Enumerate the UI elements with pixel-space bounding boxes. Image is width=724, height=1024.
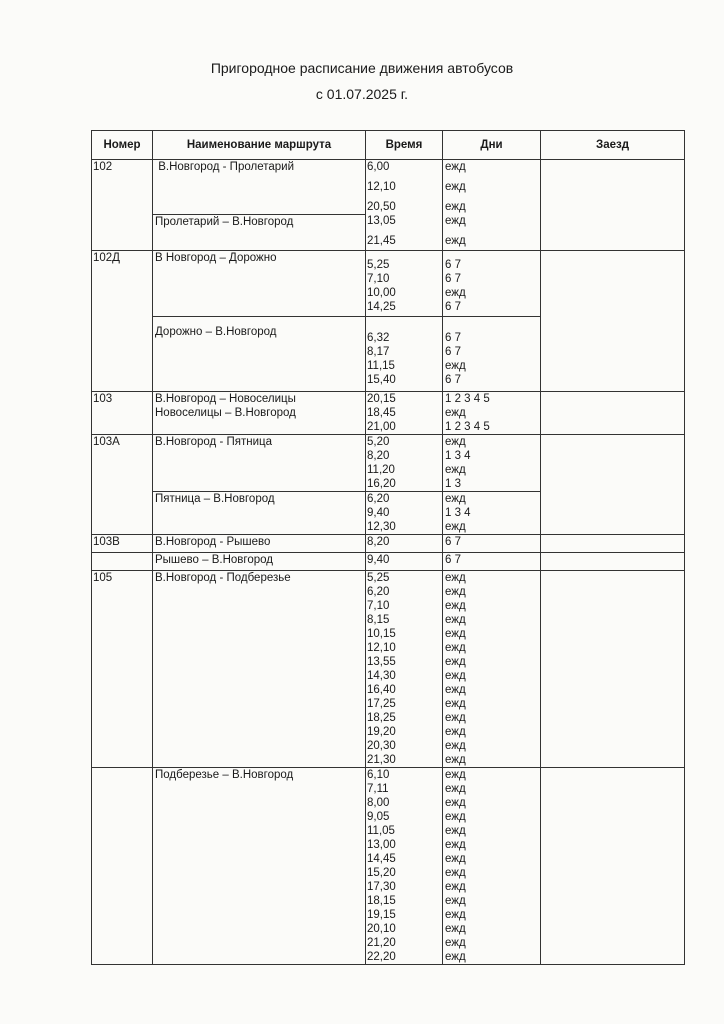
days-cell: ежд ежд (443, 214, 541, 250)
route-number: 102 (92, 160, 153, 251)
col-header-number: Номер (92, 131, 153, 160)
route-name: В.Новгород - Рышево (153, 534, 366, 552)
stop-cell (541, 767, 685, 964)
col-header-route: Наименование маршрута (153, 131, 366, 160)
days-cell: 6 7 6 7 ежд 6 7 (443, 250, 541, 316)
route-name: В.Новгород - Пролетарий (153, 160, 366, 215)
stop-cell (541, 391, 685, 434)
operating-days: ежд (445, 739, 466, 752)
route-name: В.Новгород - Пятница (153, 434, 366, 491)
time-cell: 9,40 (366, 552, 443, 570)
route-name: В.Новгород - Подберезье (153, 570, 366, 767)
operating-days: ежд (445, 824, 466, 837)
departure-time: 12,10 (367, 641, 396, 654)
departure-time: 15,20 (367, 866, 396, 879)
table-row (92, 434, 685, 491)
departure-time: 11,05 (367, 824, 395, 837)
stop-cell (541, 552, 685, 570)
route-number-empty (92, 552, 153, 570)
operating-days: ежд (445, 627, 466, 640)
route-name: Рышево – В.Новгород (153, 552, 366, 570)
route-name: Пятница – В.Новгород (153, 491, 366, 534)
operating-days: ежд (445, 810, 466, 823)
table-row (92, 570, 685, 767)
departure-time: 17,25 (367, 697, 396, 710)
operating-days: ежд (445, 613, 466, 626)
time-cell: 13,05 21,45 (366, 214, 443, 250)
page-title: Пригородное расписание движения автобусов (210, 60, 514, 76)
stop-cell (541, 434, 685, 534)
operating-days: ежд (445, 866, 466, 879)
days-cell: 6 7 (443, 534, 541, 552)
departure-time: 20,30 (367, 739, 396, 752)
operating-days: ежд (445, 599, 466, 612)
route-number: 103 (92, 391, 153, 434)
time-cell: 8,20 (366, 534, 443, 552)
days-cell: 1 2 3 4 5 ежд 1 2 3 4 5 (443, 391, 541, 434)
route-name: Дорожно – В.Новгород (153, 316, 366, 391)
operating-days: ежд (445, 669, 466, 682)
departure-time: 7,10 (367, 599, 390, 612)
operating-days: ежд (445, 655, 466, 668)
departure-time: 17,30 (367, 880, 396, 893)
operating-days: ежд (445, 725, 466, 738)
departure-time: 22,20 (367, 950, 396, 963)
departure-time: 21,30 (367, 753, 396, 766)
table-row (92, 767, 685, 964)
days-cell: ежд 1 3 4 ежд (443, 491, 541, 534)
table-row (92, 160, 685, 215)
route-number: 102Д (92, 250, 153, 391)
departure-time: 16,40 (367, 683, 396, 696)
page-subtitle: с 01.07.2025 г. (315, 86, 409, 102)
operating-days: ежд (445, 838, 466, 851)
route-name: Подберезье – В.Новгород (153, 767, 366, 964)
stop-cell (541, 160, 685, 251)
departure-time: 6,20 (367, 585, 390, 598)
departure-time: 8,15 (367, 613, 390, 626)
departure-time: 8,00 (367, 796, 390, 809)
operating-days: ежд (445, 697, 466, 710)
departure-time: 10,15 (367, 627, 396, 640)
operating-days: ежд (445, 782, 466, 795)
route-name: В Новгород – Дорожно (153, 250, 366, 316)
table-header-row (92, 131, 685, 160)
route-number: 105 (92, 570, 153, 767)
operating-days: ежд (445, 796, 466, 809)
route-name: В.Новгород – Новоселицы Новоселицы – В.Новгород (153, 391, 366, 434)
departure-time: 7,11 (367, 782, 389, 795)
schedule-table (91, 130, 685, 965)
table-row (92, 250, 685, 316)
operating-days: ежд (445, 585, 466, 598)
time-cell (366, 570, 443, 767)
operating-days: ежд (445, 852, 466, 865)
operating-days: ежд (445, 571, 466, 584)
operating-days: ежд (445, 753, 466, 766)
departure-time: 9,05 (367, 810, 390, 823)
col-header-days: Дни (443, 131, 541, 160)
time-cell (366, 767, 443, 964)
operating-days: ежд (445, 880, 466, 893)
route-name: Пролетарий – В.Новгород (153, 214, 366, 250)
departure-time: 19,15 (367, 908, 396, 921)
days-cell (443, 767, 541, 964)
days-cell: 6 7 (443, 552, 541, 570)
operating-days: ежд (445, 908, 466, 921)
departure-time: 18,25 (367, 711, 396, 724)
departure-time: 13,55 (367, 655, 396, 668)
departure-time: 5,25 (367, 571, 390, 584)
time-cell: 6,20 9,40 12,30 (366, 491, 443, 534)
table-row (92, 534, 685, 552)
stop-cell (541, 570, 685, 767)
time-cell: 6,32 8,17 11,15 15,40 (366, 316, 443, 391)
time-cell: 5,25 7,10 10,00 14,25 (366, 250, 443, 316)
operating-days: ежд (445, 936, 466, 949)
col-header-time: Время (366, 131, 443, 160)
days-cell: ежд ежд ежд (443, 160, 541, 215)
departure-time: 20,10 (367, 922, 396, 935)
operating-days: ежд (445, 683, 466, 696)
operating-days: ежд (445, 894, 466, 907)
route-number: 103В (92, 534, 153, 552)
route-number-empty (92, 767, 153, 964)
days-cell: ежд 1 3 4 ежд 1 3 (443, 434, 541, 491)
departure-time: 19,20 (367, 725, 396, 738)
operating-days: ежд (445, 950, 466, 963)
departure-time: 21,20 (367, 936, 396, 949)
operating-days: ежд (445, 641, 466, 654)
stop-cell (541, 250, 685, 391)
days-cell (443, 570, 541, 767)
operating-days: ежд (445, 768, 466, 781)
time-cell: 20,15 18,45 21,00 (366, 391, 443, 434)
departure-time: 6,10 (367, 768, 390, 781)
departure-time: 13,00 (367, 838, 396, 851)
time-cell: 6,00 12,10 20,50 (366, 160, 443, 215)
departure-time: 14,45 (367, 852, 396, 865)
operating-days: ежд (445, 922, 466, 935)
stop-cell (541, 534, 685, 552)
col-header-stop: Заезд (541, 131, 685, 160)
route-number: 103А (92, 434, 153, 534)
departure-time: 14,30 (367, 669, 396, 682)
table-row (92, 552, 685, 570)
operating-days: ежд (445, 711, 466, 724)
days-cell: 6 7 6 7 ежд 6 7 (443, 316, 541, 391)
departure-time: 18,15 (367, 894, 396, 907)
table-row (92, 391, 685, 434)
time-cell: 5,20 8,20 11,20 16,20 (366, 434, 443, 491)
